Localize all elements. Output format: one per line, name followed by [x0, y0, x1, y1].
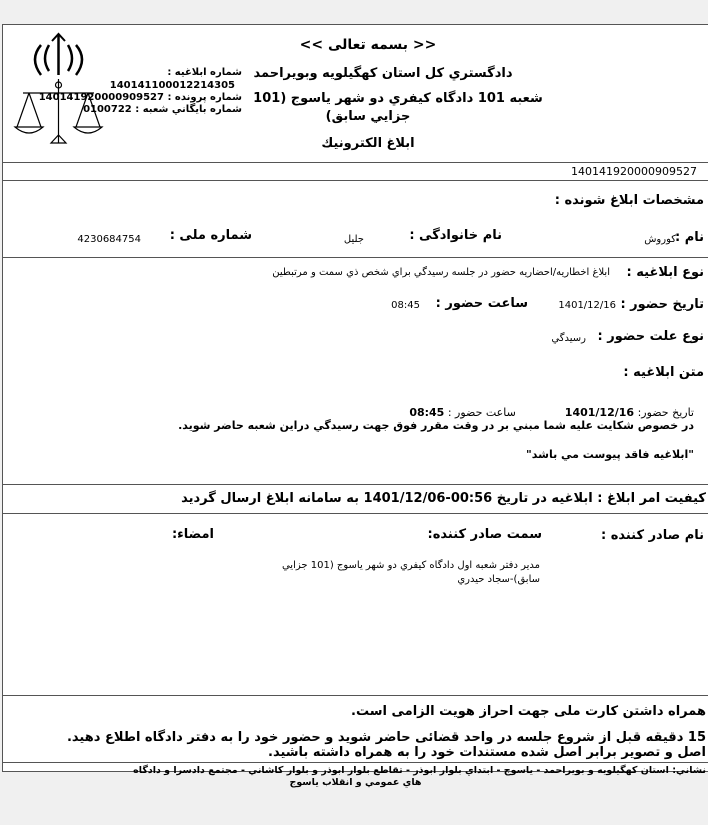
issuer-name-label: نام صادر كننده : [600, 528, 704, 543]
archive-number-label: شماره بايگاني شعبه : [135, 104, 242, 115]
notice-body-line3: "ابلاغيه فاقد پيوست مي باشد" [526, 448, 694, 461]
address-line2: هاي عمومي و انقلاب ياسوج [289, 777, 422, 788]
invocation-heading: << بسمه تعالی >> [299, 37, 437, 53]
notice-text-label: متن ابلاغيه : [623, 365, 704, 380]
court-org-line3: جزايي سابق) [325, 109, 411, 124]
attendance-time-label: ساعت حضور : [435, 296, 528, 311]
case-number-label: شماره پرونده : [167, 92, 242, 103]
issuer-position-label: سمت صادر كننده: [427, 527, 542, 542]
tracking-number: 140141920000909527 [571, 165, 697, 178]
attendance-reason-label: نوع علت حضور : [597, 329, 704, 344]
footer-line2: 15 دقيقه قبل از شروع جلسه در واحد قضائی حاضر شويد و حضور خود را به دفتر دادگاه اطلاع دهيد. [66, 730, 706, 745]
case-number-value: 140141920000909527 [38, 92, 164, 103]
archive-number-value: 0100722 [83, 104, 132, 115]
court-org-line1: دادگستري كل استان كهگيلويه وبويراحمد [253, 66, 513, 81]
footer-line1: همراه داشتن كارت ملی جهت احراز هويت الزامی است. [351, 704, 706, 719]
national-id-label: شماره ملی : [169, 228, 252, 243]
footer-line3: اصل و تصوير برابر اصل شده مستندات خود را به همراه داشته باشيد. [268, 745, 706, 760]
family-name-label: نام خانوادگی : [409, 228, 502, 243]
issuer-position-line2: سابق)-سجاد حيدري [457, 574, 540, 585]
recipient-section-title: مشخصات ابلاغ شونده : [554, 193, 704, 208]
signature-label: امضاء: [171, 527, 214, 542]
court-org-line2: شعبه 101 دادگاه كيفري دو شهر ياسوج (101 [253, 91, 543, 106]
notice-type-label: نوع ابلاغيه : [626, 265, 704, 280]
emblem-icon [11, 31, 106, 151]
document-type: ابلاغ الكترونيك [321, 136, 415, 151]
notice-number-label: شماره ابلاغيه : [167, 67, 242, 78]
attendance-reason-value: رسيدگي [551, 333, 586, 344]
issuer-position-line1: مدير دفتر شعبه اول دادگاه كيفري دو شهر ياسوج (101 جزايي [281, 560, 540, 571]
notice-body-line2: در خصوص شكايت عليه شما مبني بر در وقت مقرر فوق جهت رسيدگي دراين شعبه حاضر شويد. [178, 419, 694, 432]
attendance-date-label: تاريخ حضور : [620, 297, 704, 312]
attendance-date-value: 1401/12/16 [558, 300, 616, 311]
body-time-value: 08:45 [409, 406, 445, 419]
body-date-label: تاريخ حضور: [637, 406, 694, 419]
name-label: نام : [674, 230, 704, 245]
family-name-value: جلیل [343, 234, 364, 245]
notice-type-value: ابلاغ اخطاريه/احضاريه حضور در جلسه رسيدگي براي شخص ذي سمت و مرتبطين [272, 267, 610, 278]
notice-body-line1 [409, 406, 694, 419]
delivery-status: كيفيت امر ابلاغ : ابلاغيه در تاريخ 00:56-1401/12/06 به سامانه ابلاغ ارسال گرديد [181, 491, 706, 506]
address-line1: نشاني: استان كهگيلويه و بويراحمد - ياسوج - ابتداي بلوار ابوذر - تقاطع بلوار ابوذر و بلوار كاشاني - مجتمع دادسرا و دادگاه [133, 765, 706, 776]
notice-document [2, 24, 708, 788]
notice-number-value: 140141100012214305 [109, 80, 235, 91]
name-value: كوروش [644, 234, 676, 245]
national-id-value: 4230684754 [77, 234, 141, 245]
body-time-label: ساعت حضور : [447, 406, 516, 419]
attendance-time-value: 08:45 [391, 300, 420, 311]
body-date-value: 1401/12/16 [564, 406, 635, 419]
